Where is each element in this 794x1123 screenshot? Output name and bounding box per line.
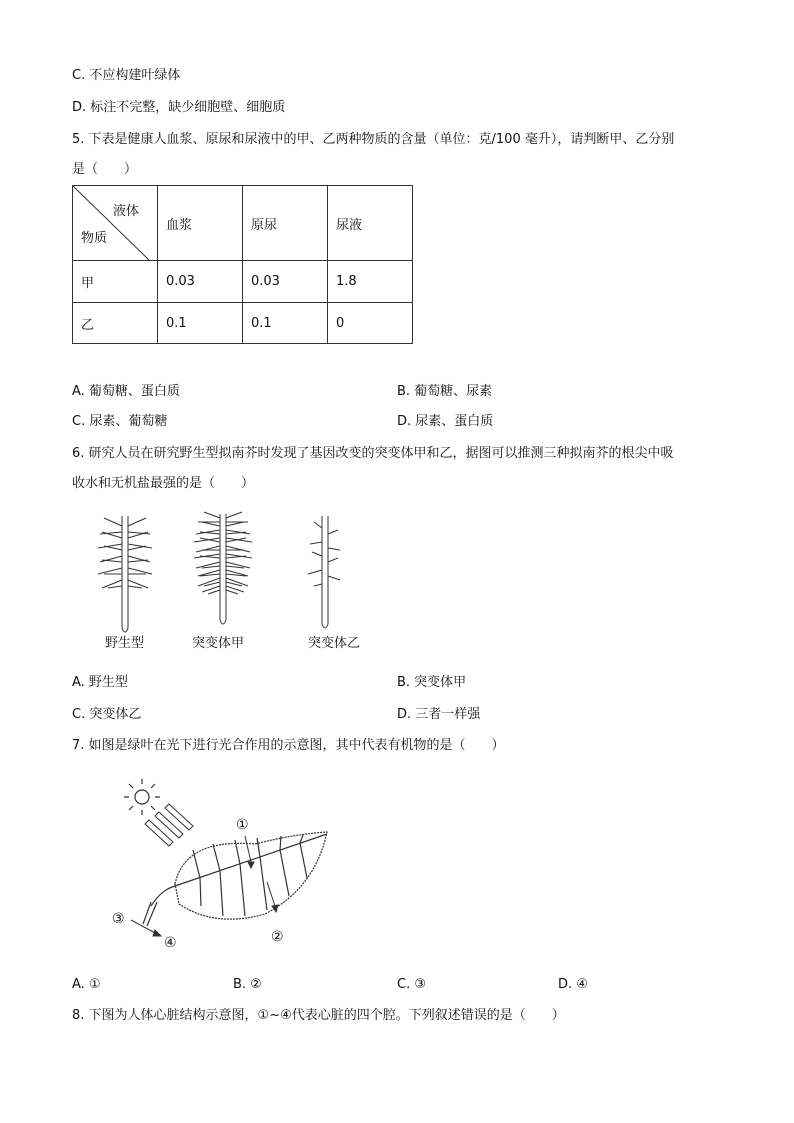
q7-stem: 7. 如图是绿叶在光下进行光合作用的示意图，其中代表有机物的是（ ） — [72, 738, 505, 753]
mutant-b-root-illustration — [308, 516, 340, 628]
q8-stem: 8. 下图为人体心脏结构示意图，①~④代表心脏的四个腔。下列叙述错误的是（ ） — [72, 1008, 565, 1023]
q5-data-table — [72, 185, 413, 344]
diagonal-divider — [73, 186, 149, 260]
table-cell: 0.03 — [243, 261, 328, 303]
q4-option-d: D. 标注不完整，缺少细胞壁、细胞质 — [72, 100, 286, 115]
column-header: 血浆 — [158, 186, 243, 261]
row-header: 甲 — [73, 261, 158, 303]
table-cell: 0.1 — [243, 303, 328, 344]
table-row — [73, 303, 413, 344]
wild-type-caption: 野生型 — [105, 636, 145, 651]
mutant-a-caption: 突变体甲 — [192, 636, 245, 651]
label-4: ④ — [164, 935, 177, 951]
q7-option-c: C. ③ — [397, 977, 426, 992]
leaf-illustration — [143, 832, 327, 926]
q7-option-d: D. ④ — [558, 977, 588, 992]
q7-option-b: B. ② — [233, 977, 262, 992]
q6-stem-line1: 6. 研究人员在研究野生型拟南芥时发现了基因改变的突变体甲和乙，据图可以推测三种拟南芥的根尖中吸 — [72, 446, 674, 461]
q6-option-d: D. 三者一样强 — [397, 707, 481, 722]
light-rays-icon — [145, 804, 193, 846]
row-header: 乙 — [73, 303, 158, 344]
arrows — [131, 836, 278, 936]
mutant-a-root-illustration — [194, 512, 252, 624]
q6-option-a: A. 野生型 — [72, 675, 128, 690]
header-substance-label: 物质 — [81, 231, 108, 246]
q5-stem-line1: 5. 下表是健康人血浆、原尿和尿液中的甲、乙两种物质的含量（单位：克/100 毫升），请判断甲、乙分别 — [72, 132, 675, 147]
q6-option-b: B. 突变体甲 — [397, 675, 467, 690]
label-2: ② — [271, 929, 284, 945]
q5-option-c: C. 尿素、葡萄糖 — [72, 414, 168, 429]
wild-type-root-illustration — [98, 516, 152, 632]
q4-option-c: C. 不应构建叶绿体 — [72, 68, 181, 83]
photosynthesis-leaf-figure — [105, 778, 345, 958]
q7-option-a: A. ① — [72, 977, 101, 992]
column-header: 原尿 — [243, 186, 328, 261]
q5-stem-line2: 是（ ） — [72, 162, 138, 177]
q6-stem-line2: 收水和无机盐最强的是（ ） — [72, 476, 255, 491]
table-cell: 0.03 — [158, 261, 243, 303]
table-row — [73, 261, 413, 303]
sun-icon — [124, 779, 160, 815]
table-header-row — [73, 186, 413, 261]
q5-option-b: B. 葡萄糖、尿素 — [397, 384, 493, 399]
table-corner-cell — [73, 186, 158, 261]
label-3: ③ — [112, 911, 125, 927]
column-header: 尿液 — [328, 186, 413, 261]
q6-option-c: C. 突变体乙 — [72, 707, 142, 722]
header-liquid-label: 液体 — [112, 204, 139, 219]
table-cell: 0 — [328, 303, 413, 344]
table-cell: 1.8 — [328, 261, 413, 303]
q5-option-a: A. 葡萄糖、蛋白质 — [72, 384, 180, 399]
label-1: ① — [236, 817, 249, 833]
q5-option-d: D. 尿素、蛋白质 — [397, 414, 494, 429]
mutant-b-caption: 突变体乙 — [308, 636, 361, 651]
table-cell: 0.1 — [158, 303, 243, 344]
